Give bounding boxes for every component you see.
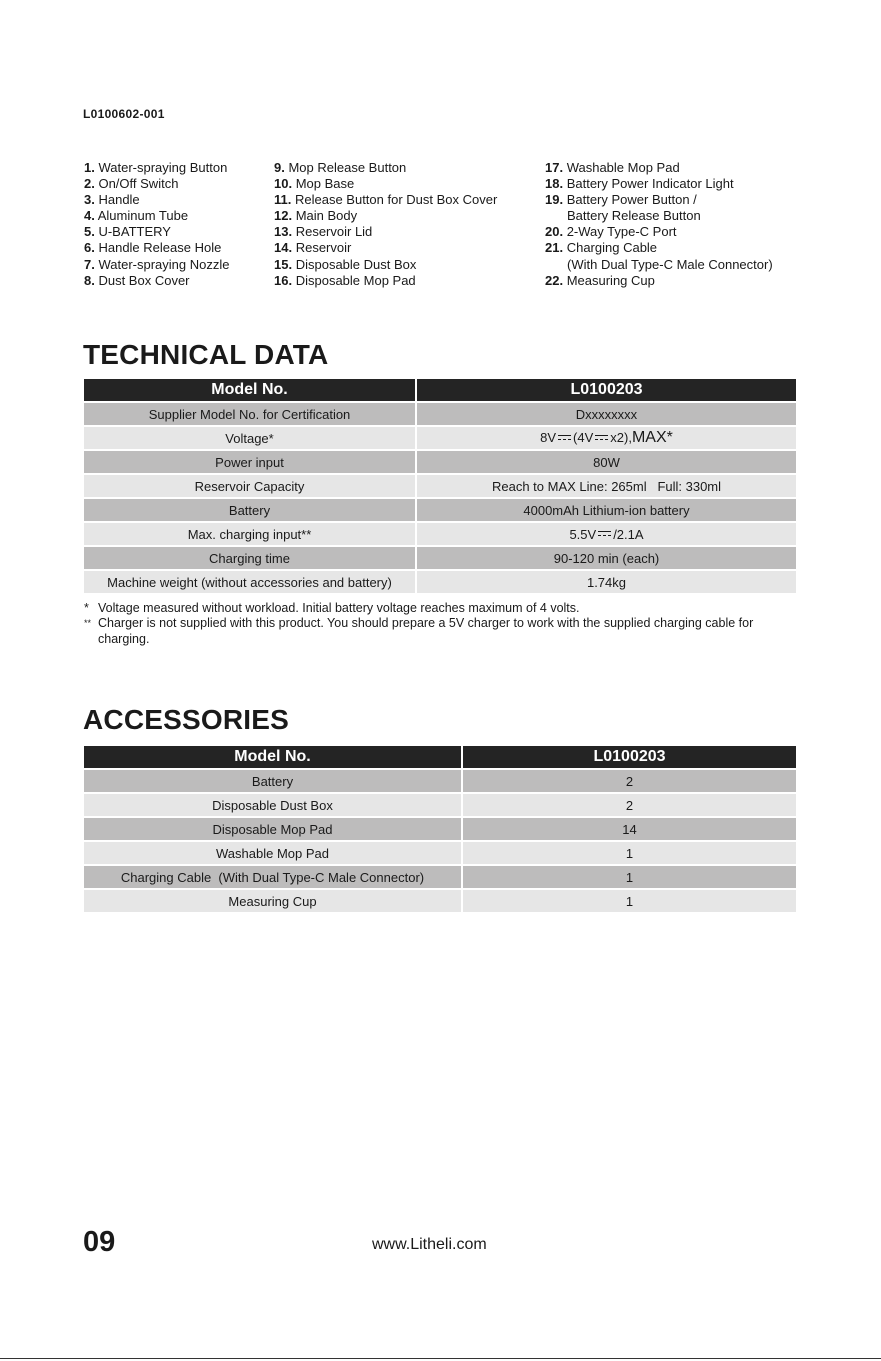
part-item: 20. 2-Way Type-C Port (545, 224, 677, 240)
table-row (84, 866, 796, 888)
table-header-row (84, 379, 796, 401)
spec-value: 5.5V /2.1A (417, 523, 796, 545)
accessory-label: Disposable Dust Box (84, 794, 463, 816)
table-row (84, 403, 796, 425)
part-item: 9. Mop Release Button (274, 160, 407, 175)
table-row (84, 547, 796, 569)
part-item: 22. Measuring Cup (545, 272, 655, 288)
part-item: 16. Disposable Mop Pad (274, 272, 416, 288)
table-row (84, 451, 796, 473)
part-item: 3. Handle (84, 192, 140, 208)
table-row (84, 842, 796, 864)
spec-value: 80W (417, 451, 796, 473)
accessory-label: Measuring Cup (84, 890, 463, 912)
accessory-label: Washable Mop Pad (84, 842, 463, 864)
accessory-qty: 2 (463, 770, 796, 792)
table-header-cell: L0100203 (463, 746, 796, 768)
technical-data-heading: TECHNICAL DATA (83, 339, 329, 370)
parts-list-col3 (545, 160, 773, 289)
spec-label: Max. charging input** (84, 523, 417, 545)
spec-label: Voltage* (84, 427, 417, 449)
website-url: www.Litheli.com (372, 1236, 487, 1253)
spec-value: 4000mAh Lithium-ion battery (417, 499, 796, 521)
part-item: 2. On/Off Switch (84, 176, 179, 192)
spec-label: Power input (84, 451, 417, 473)
part-item: 8. Dust Box Cover (84, 272, 190, 288)
part-item: 11. Release Button for Dust Box Cover (274, 192, 498, 208)
part-item: 7. Water-spraying Nozzle (84, 256, 230, 272)
part-item: 5. U-BATTERY (84, 224, 171, 240)
technical-notes (84, 601, 794, 647)
part-item-continued: (With Dual Type-C Male Connector) (567, 256, 773, 272)
accessory-qty: 2 (463, 794, 796, 816)
spec-label: Supplier Model No. for Certification (84, 403, 417, 425)
spec-value: Reach to MAX Line: 265ml Full: 330ml (417, 475, 796, 497)
spec-label: Machine weight (without accessories and battery) (84, 571, 417, 593)
table-header-cell: L0100203 (417, 379, 796, 401)
table-header-cell: Model No. (84, 746, 463, 768)
footnote: * Voltage measured without workload. Initial battery voltage reaches maximum of 4 volts. (84, 601, 580, 615)
table-header-row (84, 746, 796, 768)
spec-value: 1.74kg (417, 571, 796, 593)
spec-value: Dxxxxxxxx (417, 403, 796, 425)
part-item: 13. Reservoir Lid (274, 224, 373, 240)
spec-value: 90-120 min (each) (417, 547, 796, 569)
accessories-table (84, 744, 796, 914)
table-row (84, 794, 796, 816)
dc-symbol-icon (595, 435, 608, 441)
parts-list-col1 (84, 160, 229, 289)
accessory-qty: 1 (463, 890, 796, 912)
table-row (84, 770, 796, 792)
dc-symbol-icon (558, 435, 571, 441)
part-item: 18. Battery Power Indicator Light (545, 176, 734, 192)
accessory-qty: 1 (463, 842, 796, 864)
part-item: 15. Disposable Dust Box (274, 256, 417, 272)
accessory-qty: 14 (463, 818, 796, 840)
part-item: 21. Charging Cable (545, 240, 658, 256)
part-item: 6. Handle Release Hole (84, 240, 222, 256)
parts-list-col2 (274, 160, 497, 289)
spec-label: Reservoir Capacity (84, 475, 417, 497)
accessory-label: Battery (84, 770, 463, 792)
table-header-cell: Model No. (84, 379, 417, 401)
part-item: 14. Reservoir (274, 240, 352, 256)
document-code: L0100602-001 (83, 107, 165, 121)
spec-value: 8V (4V x2),MAX* (417, 427, 796, 449)
part-item: 17. Washable Mop Pad (545, 160, 680, 175)
part-item: 4. Aluminum Tube (84, 208, 189, 224)
part-item-continued: Battery Release Button (567, 208, 701, 224)
accessory-qty: 1 (463, 866, 796, 888)
table-row (84, 890, 796, 912)
part-item: 10. Mop Base (274, 176, 355, 192)
part-item: 12. Main Body (274, 208, 358, 224)
spec-label: Battery (84, 499, 417, 521)
part-item: 1. Water-spraying Button (84, 160, 228, 175)
table-row (84, 523, 796, 545)
part-item: 19. Battery Power Button / (545, 192, 697, 208)
accessory-label: Charging Cable (With Dual Type-C Male Connector) (84, 866, 463, 888)
table-row (84, 818, 796, 840)
spec-label: Charging time (84, 547, 417, 569)
bottom-divider (0, 1358, 881, 1359)
accessories-heading: ACCESSORIES (83, 704, 290, 735)
dc-symbol-icon (598, 531, 611, 537)
page-number: 09 (83, 1226, 116, 1258)
table-row (84, 571, 796, 593)
table-row (84, 427, 796, 449)
technical-data-table (84, 377, 796, 595)
accessory-label: Disposable Mop Pad (84, 818, 463, 840)
footnote: ** Charger is not supplied with this product. You should prepare a 5V charger to work with the supplied charging cable for charging. (84, 616, 754, 646)
table-row (84, 475, 796, 497)
table-row (84, 499, 796, 521)
